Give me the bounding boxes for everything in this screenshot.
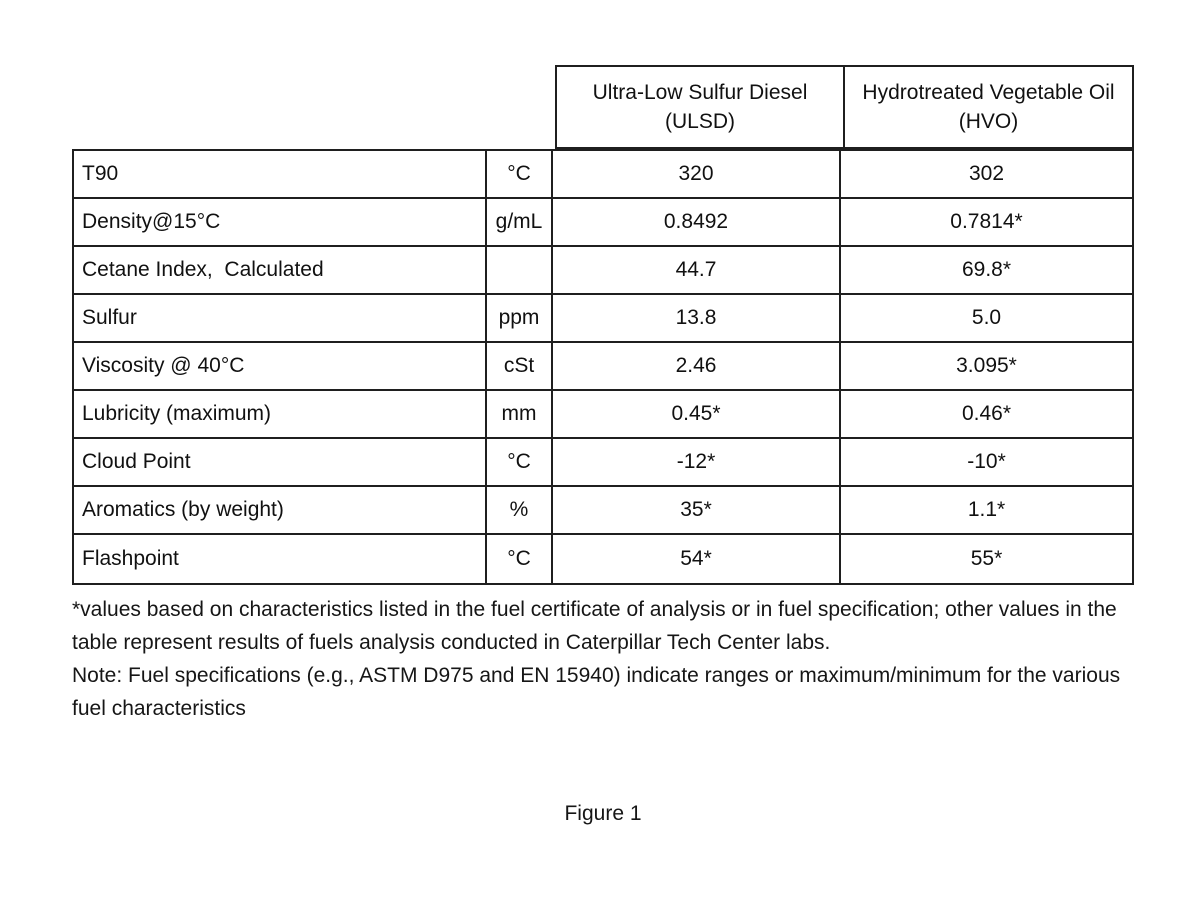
table-header-row: [72, 65, 1134, 149]
column-header-ulsd: Ultra-Low Sulfur Diesel (ULSD): [555, 65, 845, 149]
table-row-sulfur: [74, 295, 1132, 343]
table-row-t90: [74, 151, 1132, 199]
property-cell: Cloud Point: [74, 439, 487, 485]
unit-cell: ppm: [487, 295, 553, 341]
figure-caption: Figure 1: [564, 802, 642, 825]
table-row-cloud-point: [74, 439, 1132, 487]
property-cell: Sulfur: [74, 295, 487, 341]
header-spacer: [72, 65, 555, 149]
property-cell: Lubricity (maximum): [74, 391, 487, 437]
hvo-value-cell: 55*: [970, 547, 1003, 570]
unit-cell: °C: [487, 151, 553, 197]
unit-cell: [487, 247, 553, 293]
ulsd-value-cell: 44.7: [553, 247, 841, 293]
property-cell: Viscosity @ 40°C: [74, 343, 487, 389]
hvo-value-cell: 0.7814*: [950, 210, 1023, 233]
hvo-value-cell: 5.0: [971, 306, 1002, 329]
table-row-cetane-index: [74, 247, 1132, 295]
ulsd-value-cell: 54*: [553, 535, 841, 583]
table-row-flashpoint: [74, 535, 1132, 583]
table-row-viscosity: [74, 343, 1132, 391]
ulsd-value-cell: 35*: [553, 487, 841, 533]
ulsd-value-cell: 320: [553, 151, 841, 197]
hvo-value-cell: -10*: [967, 450, 1006, 473]
ulsd-value-cell: 0.45*: [553, 391, 841, 437]
unit-cell: °C: [487, 535, 553, 583]
unit-cell: °C: [487, 439, 553, 485]
hvo-value-cell: 69.8*: [961, 258, 1012, 281]
spec-footnote: Note: Fuel specifications (e.g., ASTM D975 and EN 15940) indicate ranges or maximum/minimum for the various fuel characteristics: [72, 664, 1121, 720]
table-row-lubricity: [74, 391, 1132, 439]
property-cell: Cetane Index, Calculated: [74, 247, 487, 293]
unit-cell: mm: [487, 391, 553, 437]
property-cell: Aromatics (by weight): [74, 487, 487, 533]
property-cell: Density@15°C: [74, 199, 487, 245]
asterisk-footnote: *values based on characteristics listed in the fuel certificate of analysis or in fuel specification; other values in the table represent results of fuels analysis conducted in Caterpillar Tech Center labs.: [72, 598, 1117, 654]
fuel-properties-table: [72, 65, 1134, 585]
table-row-aromatics: [74, 487, 1132, 535]
hvo-value-cell: 1.1*: [967, 498, 1006, 521]
ulsd-value-cell: 13.8: [553, 295, 841, 341]
table-footnotes: [72, 593, 1128, 725]
unit-cell: %: [487, 487, 553, 533]
table-row-density: [74, 199, 1132, 247]
unit-cell: g/mL: [487, 199, 553, 245]
ulsd-value-cell: 0.8492: [553, 199, 841, 245]
table-body: [72, 149, 1134, 585]
hvo-value-cell: 3.095*: [956, 354, 1017, 377]
column-header-hvo: Hydrotreated Vegetable Oil (HVO): [845, 65, 1134, 149]
hvo-value-cell: 0.46*: [961, 402, 1012, 425]
unit-cell: cSt: [487, 343, 553, 389]
property-cell: Flashpoint: [74, 535, 487, 583]
ulsd-value-cell: -12*: [553, 439, 841, 485]
ulsd-value-cell: 2.46: [553, 343, 841, 389]
hvo-value-cell: 302: [968, 162, 1005, 185]
property-cell: T90: [74, 151, 487, 197]
